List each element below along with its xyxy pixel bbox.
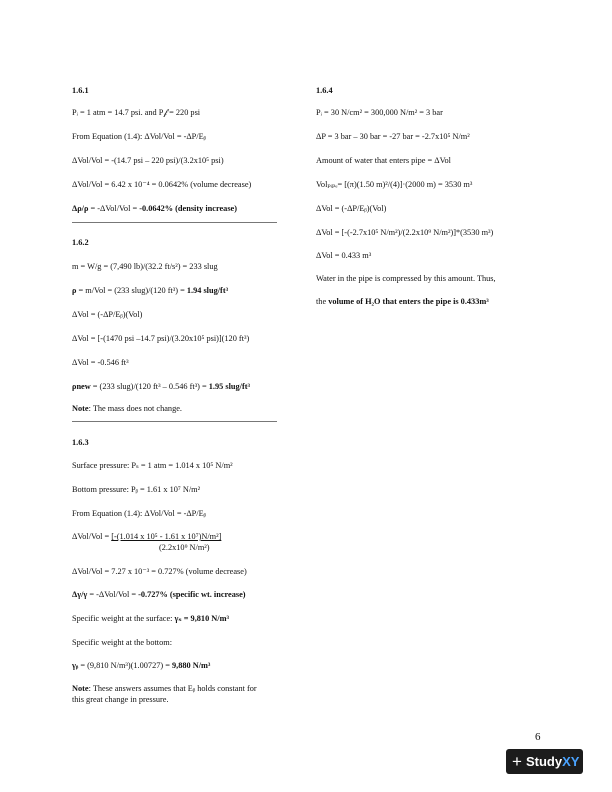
text-bold: -0.0642% (density increase) (139, 204, 237, 213)
text-line (72, 614, 229, 624)
logo-text-study: Study (525, 754, 563, 769)
text-bold: Δγ/γ (72, 590, 88, 599)
text-line: m = W/g = (7,490 lb)/(32.2 ft/s²) = 233 slug (72, 262, 218, 271)
note-label: Note (72, 404, 89, 413)
text-bold: Δρ/ρ (72, 204, 89, 213)
section-divider (72, 421, 277, 422)
note-label: Note (72, 684, 89, 693)
note-line (72, 404, 182, 414)
plus-icon: + (512, 752, 522, 771)
note-line (72, 684, 257, 694)
text-span: = -ΔVol/Vol = (87, 590, 139, 599)
text-line: Specific weight at the bottom: (72, 638, 173, 647)
text-line (72, 204, 237, 214)
text-line: Bottom pressure: Pᵦ = 1.61 x 10⁷ N/m² (72, 485, 201, 494)
text-bold: γₛ = 9,810 N/m³ (174, 614, 229, 623)
text-line: From Equation (1.4): ΔVol/Vol = -ΔP/Eᵦ (72, 132, 207, 141)
text-span: : These answers assumes that Eᵦ holds constant for (88, 684, 257, 693)
text-line (72, 590, 246, 600)
text-bold: ρnew (72, 382, 91, 391)
text-span: = -ΔVol/Vol = (88, 204, 140, 213)
text-bold: 1.94 slug/ft³ (186, 286, 229, 295)
text-line: ΔVol = -0.546 ft³ (72, 358, 129, 367)
text-line: ΔVol = [-(1470 psi –14.7 psi)/(3.20x10⁵ psi)](120 ft³) (72, 334, 250, 343)
fraction-denominator: (2.2x10⁹ N/m²) (159, 543, 210, 552)
section-heading-1-6-4: 1.6.4 (316, 86, 333, 95)
text-line (72, 661, 210, 671)
section-heading-1-6-2: 1.6.2 (72, 238, 89, 247)
fraction-numerator: [-(1.014 x 10⁵ - 1.61 x 10⁷)N/m²] (111, 532, 222, 541)
text-bold: γᵦ (72, 661, 79, 670)
text-line: Pᵢ = 30 N/cm² = 300,000 N/m² = 3 bar (316, 108, 443, 117)
text-line: Volₚᵢₚₑ= [(π)(1.50 m)²/(4)]·(2000 m) = 3530 m³ (316, 180, 473, 189)
text-span: the (316, 297, 329, 306)
text-line: ΔVol = (-ΔP/Eᵦ)(Vol) (72, 310, 143, 319)
fraction-line (72, 532, 221, 542)
text-line (72, 382, 250, 392)
text-span: ΔVol/Vol = (72, 532, 112, 541)
text-bold: -0.727% (specific wt. increase) (138, 590, 246, 599)
text-bold: ρ (72, 286, 77, 295)
text-line: ΔVol = (-ΔP/Eᵦ)(Vol) (316, 204, 387, 213)
text-line: Surface pressure: Pₛ = 1 atm = 1.014 x 10⁵ N/m² (72, 461, 233, 470)
text-span: = m/Vol = (233 slug)/(120 ft³) = (76, 286, 187, 295)
text-line: ΔP = 3 bar – 30 bar = -27 bar = -2.7x10⁵ N/m² (316, 132, 470, 141)
text-span: Specific weight at the surface: (72, 614, 175, 623)
text-span: = (233 slug)/(120 ft³ – 0.546 ft³) = (90, 382, 209, 391)
text-line: ΔVol = 0.433 m³ (316, 251, 372, 260)
text-line: ΔVol = [-(-2.7x10⁵ N/m²)/(2.2x10⁹ N/m²)]*(3530 m³) (316, 228, 494, 237)
text-line (72, 286, 228, 296)
text-line: From Equation (1.4): ΔVol/Vol = -ΔP/Eᵦ (72, 509, 207, 518)
text-line: ΔVol/Vol = 6.42 x 10⁻⁴ = 0.0642% (volume decrease) (72, 180, 252, 189)
text-line: Water in the pipe is compressed by this amount. Thus, (316, 274, 496, 283)
text-line: ΔVol/Vol = 7.27 x 10⁻³ = 0.727% (volume decrease) (72, 567, 247, 576)
section-divider (72, 222, 277, 223)
page-number: 6 (535, 731, 541, 743)
studyxy-logo (506, 749, 583, 774)
text-bold: 9,880 N/m³ (171, 661, 211, 670)
text-span: = (9,810 N/m³)(1.00727) = (78, 661, 172, 670)
text-line: this great change in pressure. (72, 695, 169, 704)
section-heading-1-6-1: 1.6.1 (72, 86, 89, 95)
text-bold: 1.95 slug/ft³ (208, 382, 250, 391)
section-heading-1-6-3: 1.6.3 (72, 438, 89, 447)
text-line: Pᵢ = 1 atm = 14.7 psi. and P𝒻 = 220 psi (72, 108, 201, 117)
text-bold: volume of H₂O that enters the pipe is 0.433m³ (328, 297, 489, 306)
text-span: : The mass does not change. (88, 404, 182, 413)
text-line: ΔVol/Vol = -(14.7 psi – 220 psi)/(3.2x10⁵ psi) (72, 156, 224, 165)
text-line: Amount of water that enters pipe = ΔVol (316, 156, 451, 165)
logo-text-xy: XY (562, 754, 580, 769)
text-line (316, 297, 489, 307)
